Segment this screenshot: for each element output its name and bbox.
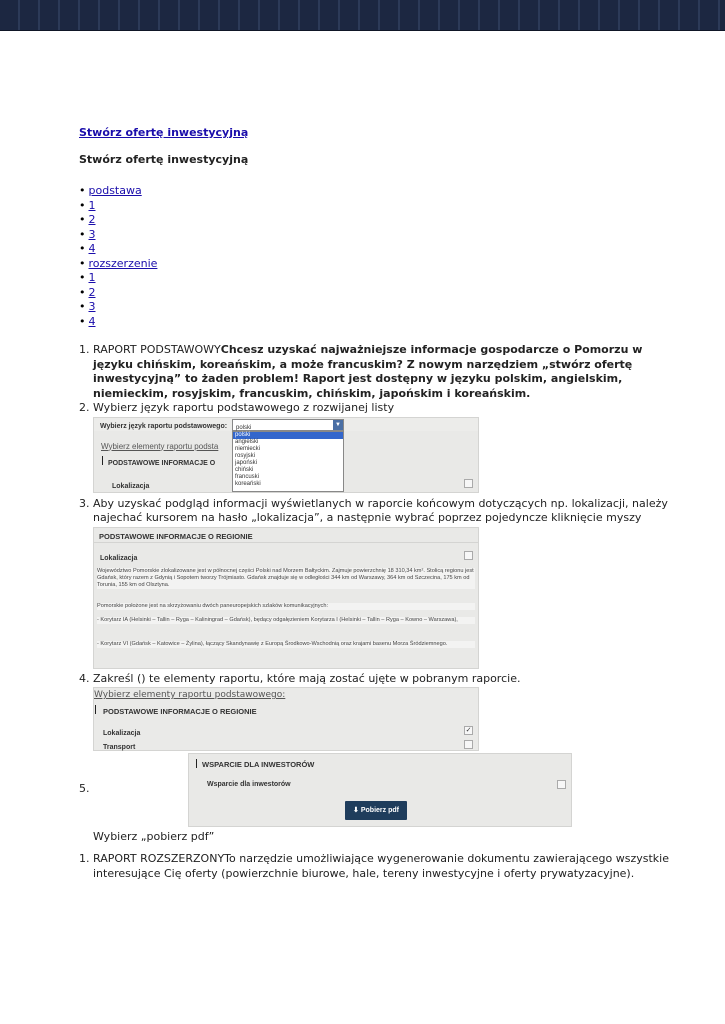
document-content <box>79 126 669 881</box>
nav-link-2[interactable]: 2 <box>88 213 96 226</box>
section-title: PODSTAWOWE INFORMACJE O REGIONIE <box>103 707 257 716</box>
row-transport[interactable]: Transport <box>103 744 136 751</box>
nav-link-1b[interactable]: 1 <box>88 271 96 284</box>
screenshot-region-preview <box>93 527 479 669</box>
nav-item <box>79 199 669 214</box>
language-selected: polski <box>236 424 252 431</box>
language-option[interactable]: polski <box>233 432 343 439</box>
screenshot-language-select <box>93 417 479 493</box>
region-paragraph: Pomorskie położone jest na skrzyżowaniu dwóch paneuropejskich szlaków komunikacyjnych: <box>97 603 475 610</box>
language-option[interactable]: chiński <box>235 466 254 473</box>
elements-link[interactable]: Wybierz elementy raportu podstawowego: <box>94 690 286 700</box>
step-3-text: Aby uzyskać podgląd informacji wyświetlanych w raporcie końcowym dotyczących np. lokalizacji, należy najechać kursorem na hasło „lokalizacja”, a następnie wybrać poprzez pojedyncze kliknięcie myszy <box>93 496 668 524</box>
section-title: PODSTAWOWE INFORMACJE O REGIONIE <box>99 531 253 541</box>
nav-item <box>79 257 669 272</box>
checkbox[interactable] <box>464 479 473 488</box>
nav-item <box>79 213 669 228</box>
page-subtitle: Stwórz ofertę inwestycyjną <box>79 153 249 166</box>
extended-text: To narzędzie umożliwiające wygenerowanie dokumentu zawierającego wszystkie interesujące Cię oferty (powierzchnie biurowe, hale, tereny inwestycyjne i oferty prywatyzacyjne). <box>93 852 669 880</box>
step-5-number: 5. <box>79 782 90 795</box>
extended-list <box>79 852 669 881</box>
download-icon: ⬇ <box>353 807 359 814</box>
screenshot-pdf <box>188 753 572 827</box>
checkbox[interactable] <box>464 551 473 560</box>
checkbox[interactable] <box>557 780 566 789</box>
nav-item <box>79 184 669 199</box>
nav-link-2b[interactable]: 2 <box>88 285 96 299</box>
download-pdf-label: Pobierz pdf <box>360 807 399 814</box>
language-option[interactable]: koreański <box>235 480 261 487</box>
nav-link-1[interactable]: 1 <box>88 198 96 212</box>
nav-link-3b[interactable]: 3 <box>88 300 96 313</box>
steps-list <box>79 343 669 751</box>
language-option[interactable]: japoński <box>235 459 258 466</box>
row-wsparcie[interactable]: Wsparcie dla inwestorów <box>207 781 291 788</box>
row-lokalizacja[interactable]: Lokalizacja <box>100 554 138 562</box>
section-title: PODSTAWOWE INFORMACJE O <box>108 459 216 467</box>
step-5-caption: Wybierz „pobierz pdf” <box>93 830 215 843</box>
nav-link-4[interactable]: 4 <box>88 242 96 255</box>
section-bar <box>95 705 96 714</box>
nav-item <box>79 271 669 286</box>
row-lokalizacja[interactable]: Lokalizacja <box>112 482 150 490</box>
nav-list <box>79 184 669 329</box>
section-title: WSPARCIE DLA INWESTORÓW <box>202 760 315 769</box>
language-label: Wybierz język raportu podstawowego: <box>100 422 228 430</box>
nav-link-podstawa[interactable]: podstawa <box>88 184 142 197</box>
elements-link[interactable]: Wybierz elementy raportu podsta <box>101 441 219 451</box>
step-5 <box>79 752 669 830</box>
nav-item <box>79 315 669 330</box>
step-1 <box>93 343 669 401</box>
region-paragraph: - Korytarz IA (Helsinki – Tallin – Ryga – Kaliningrad – Gdańsk), będący odgałęzieniem Korytarza I (Helsinki – Tallin – Ryga – Kowno – Warszawa), <box>97 617 475 624</box>
section-bar <box>196 759 197 768</box>
language-option[interactable]: rosyjski <box>235 452 256 459</box>
extended-item <box>93 852 669 881</box>
chevron-down-icon[interactable]: ▼ <box>333 420 343 430</box>
step-4-text: Zakreśl () te elementy raportu, które mają zostać ujęte w pobranym raporcie. <box>93 671 521 685</box>
step-1-prefix: RAPORT PODSTAWOWY <box>93 343 221 356</box>
language-option[interactable]: angielski <box>235 438 259 445</box>
divider <box>94 542 478 543</box>
checkbox-checked[interactable]: ✓ <box>465 727 472 734</box>
nav-item <box>79 228 669 243</box>
download-pdf-button[interactable] <box>345 801 407 820</box>
row-lokalizacja[interactable]: Lokalizacja <box>103 730 141 737</box>
step-2 <box>93 401 669 493</box>
screenshot-select-elements <box>93 687 479 751</box>
nav-link-3[interactable]: 3 <box>88 227 96 241</box>
language-select[interactable] <box>232 419 344 431</box>
section-bar <box>102 456 103 465</box>
section-header[interactable] <box>94 454 232 468</box>
nav-link-rozszerzenie[interactable]: rozszerzenie <box>88 256 158 270</box>
language-option[interactable]: francuski <box>235 473 260 480</box>
title-link[interactable]: Stwórz ofertę inwestycyjną <box>79 126 249 139</box>
nav-item <box>79 286 669 301</box>
region-paragraph: Województwo Pomorskie zlokalizowane jest w północnej części Polski nad Morzem Bałtyckim. Zajmuje powierzchnię 18 310,34 km². Stolicą regionu jest Gdańsk, który razem z Gdynią i Sopotem tworzy Trójmiasto. Gdańsk znajduje się w odległości 344 km od Warszawy, 364 km od Szczecina, 175 km od Torunia, 155 km od Olsztyna. <box>97 567 474 588</box>
nav-item <box>79 300 669 315</box>
extended-prefix: RAPORT ROZSZERZONY <box>93 852 225 865</box>
region-paragraph: - Korytarz VI (Gdańsk – Katowice – Żylina), łączący Skandynawię z Europą Środkowo-Wschodnią oraz krajami basenu Morza Śródziemnego. <box>97 641 475 648</box>
step-4 <box>93 672 669 752</box>
checkbox[interactable] <box>464 740 473 749</box>
step-2-text: Wybierz język raportu podstawowego z rozwijanej listy <box>93 401 395 414</box>
language-option[interactable]: niemiecki <box>235 445 261 452</box>
step-1-bold: Chcesz uzyskać najważniejsze informacje gospodarcze o Pomorzu w języku chińskim, koreańskim, a może francuskim? Z nowym narzędziem „stwórz ofertę inwestycyjną” to żaden problem! Raport jest dostępny w języku polskim, angielskim, niemieckim, rosyjskim, francuskim, chińskim, japońskim i koreańskim. <box>93 343 643 400</box>
nav-link-4b[interactable]: 4 <box>88 314 96 328</box>
language-options <box>232 431 344 492</box>
top-banner <box>0 0 725 31</box>
nav-item <box>79 242 669 257</box>
step-3 <box>93 497 669 669</box>
